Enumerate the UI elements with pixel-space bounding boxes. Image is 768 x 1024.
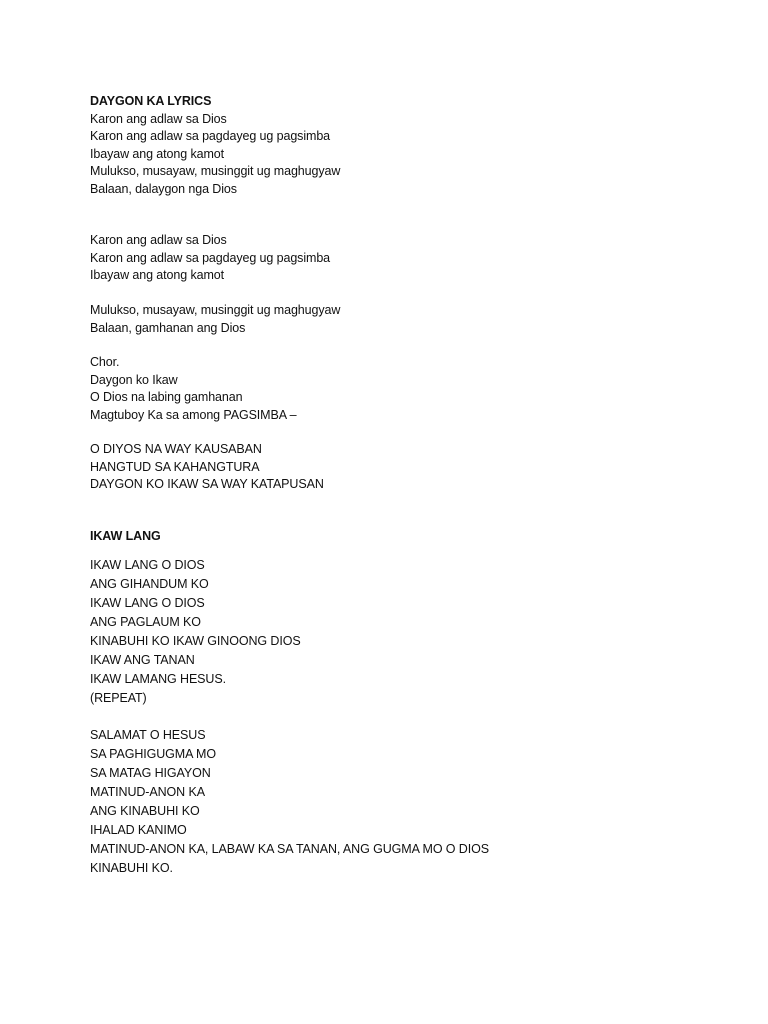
lyric-line: IKAW LAMANG HESUS. <box>90 671 226 686</box>
lyric-line: KINABUHI KO. <box>90 861 173 875</box>
lyric-line: SA MATAG HIGAYON <box>90 766 211 780</box>
lyric-line: Mulukso, musayaw, musinggit ug maghugyaw <box>90 164 341 178</box>
lyric-line: Karon ang adlaw sa pagdayeg ug pagsimba <box>90 250 331 265</box>
lyric-line: ANG GIHANDUM KO <box>90 576 209 591</box>
lyric-line: SA PAGHIGUGMA MO <box>90 747 216 761</box>
lyric-line: SALAMAT O HESUS <box>90 728 206 742</box>
chorus-label: Chor. <box>90 355 120 369</box>
lyric-line: Karon ang adlaw sa pagdayeg ug pagsimba <box>90 129 331 143</box>
lyric-line: MATINUD-ANON KA, LABAW KA SA TANAN, ANG GUGMA MO O DIOS <box>90 842 489 856</box>
song2-stanza1-block <box>90 557 301 708</box>
lyric-line: IKAW LANG O DIOS <box>90 558 205 572</box>
lyric-line: IHALAD KANIMO <box>90 823 187 837</box>
lyric-line: Magtuboy Ka sa among PAGSIMBA – <box>90 407 297 422</box>
lyric-line: Balaan, dalaygon nga Dios <box>90 181 237 196</box>
song1-stanza1-block <box>90 93 340 198</box>
song2-title: IKAW LANG <box>90 529 161 543</box>
song1-title: DAYGON KA LYRICS <box>90 94 212 108</box>
lyric-line: Ibayaw ang atong kamot <box>90 268 225 282</box>
lyric-line: IKAW ANG TANAN <box>90 652 195 667</box>
lyric-line: Daygon ko Ikaw <box>90 372 178 387</box>
lyric-line: O DIYOS NA WAY KAUSABAN <box>90 442 262 456</box>
lyric-line: KINABUHI KO IKAW GINOONG DIOS <box>90 633 301 648</box>
lyric-line: Karon ang adlaw sa Dios <box>90 111 227 126</box>
lyric-line: Mulukso, musayaw, musinggit ug maghugyaw <box>90 303 341 317</box>
lyric-line: HANGTUD SA KAHANGTURA <box>90 459 260 474</box>
lyric-line: Karon ang adlaw sa Dios <box>90 233 227 247</box>
song2-stanza2-block <box>90 726 489 878</box>
song1-stanza3-block <box>90 302 340 337</box>
song1-stanza4-block <box>90 441 324 494</box>
lyric-line: ANG KINABUHI KO <box>90 804 200 818</box>
lyric-line: ANG PAGLAUM KO <box>90 614 201 629</box>
lyric-line: Balaan, gamhanan ang Dios <box>90 320 246 335</box>
lyric-line: Ibayaw ang atong kamot <box>90 146 225 161</box>
lyric-line: IKAW LANG O DIOS <box>90 595 205 610</box>
repeat-marker: (REPEAT) <box>90 690 147 705</box>
lyric-line: DAYGON KO IKAW SA WAY KATAPUSAN <box>90 477 324 491</box>
song1-chorus-block <box>90 354 297 424</box>
song2-title-block <box>90 528 161 546</box>
lyric-line: O Dios na labing gamhanan <box>90 390 243 404</box>
song1-stanza2-block <box>90 232 330 285</box>
lyric-line: MATINUD-ANON KA <box>90 785 205 799</box>
